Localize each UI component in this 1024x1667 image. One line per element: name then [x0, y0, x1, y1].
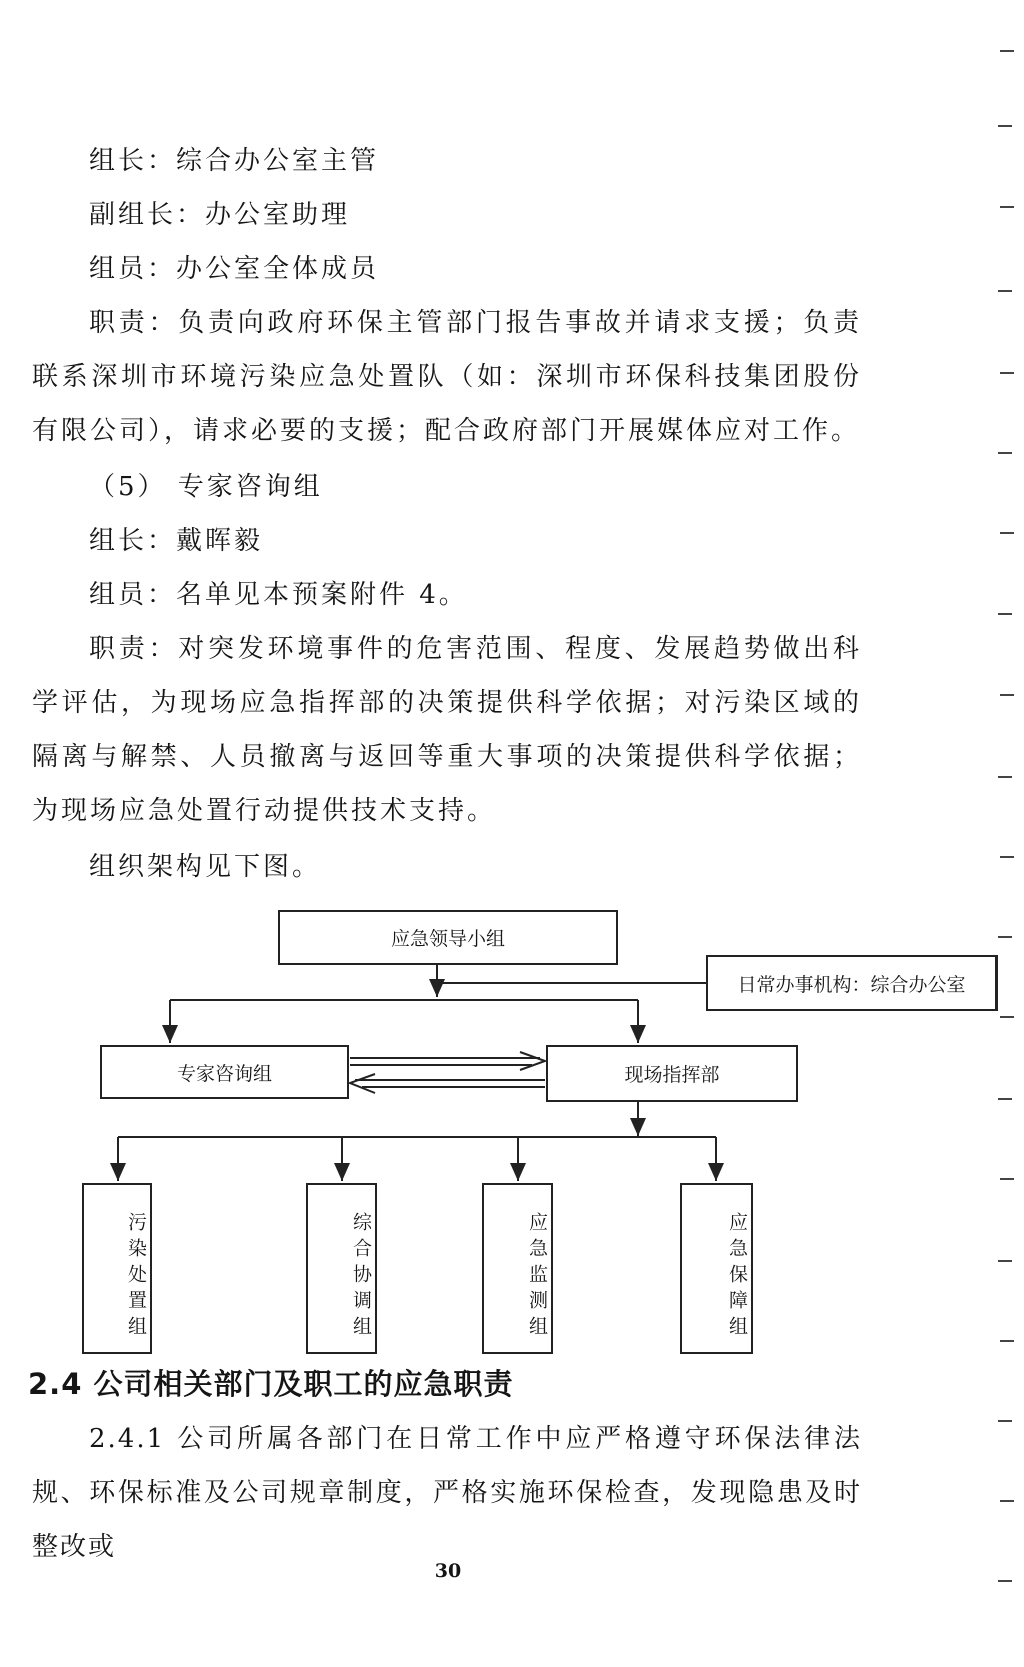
expert-leader-line: 组长：戴晖毅: [89, 526, 264, 556]
section-paragraph: 2.4.1 公司所属各部门在日常工作中应严格遵守环保法律法规、环保标准及公司规章制度，严格实施环保检查，发现隐患及时整改或: [32, 1424, 862, 1562]
expert-duties-paragraph: 职责：对突发环境事件的危害范围、程度、发展趋势做出科学评估，为现场应急指挥部的决策提供科学依据；对污染区域的隔离与解禁、人员撤离与返回等重大事项的决策提供科学依据；为现场应急处置行动提供技术支持。: [32, 634, 862, 826]
team-members-line: 组员：办公室全体成员: [89, 254, 380, 284]
office-duties-paragraph: 职责：负责向政府环保主管部门报告事故并请求支援；负责联系深圳市环境污染应急处置队（如：深圳市环保科技集团股份有限公司），请求必要的支援；配合政府部门开展媒体应对工作。: [32, 308, 862, 446]
page-number: 30: [434, 1560, 462, 1582]
field-to-expert-head: [350, 1074, 375, 1093]
section-heading: 2.4 公司相关部门及职工的应急职责: [28, 1367, 514, 1401]
support-group-box: 应急保障组: [680, 1183, 753, 1354]
expert-group-box: 专家咨询组: [100, 1045, 349, 1099]
expert-group-subheading: （5） 专家咨询组: [89, 472, 323, 502]
leader-group-box: 应急领导小组: [278, 910, 618, 965]
org-chart-intro: 组织架构见下图。: [89, 852, 322, 882]
coordination-group-box: 综合协调组: [306, 1183, 377, 1354]
expert-to-field-head: [520, 1052, 545, 1070]
pollution-disposal-group-box: 污染处置组: [82, 1183, 152, 1354]
expert-members-line: 组员：名单见本预案附件 4。: [89, 580, 468, 610]
deputy-leader-line: 副组长：办公室助理: [89, 200, 351, 230]
field-command-box: 现场指挥部: [546, 1045, 798, 1102]
team-leader-line: 组长：综合办公室主管: [89, 146, 380, 176]
daily-office-box: 日常办事机构：综合办公室: [706, 955, 998, 1011]
org-chart: [0, 910, 1024, 1350]
monitoring-group-box: 应急监测组: [482, 1183, 553, 1354]
